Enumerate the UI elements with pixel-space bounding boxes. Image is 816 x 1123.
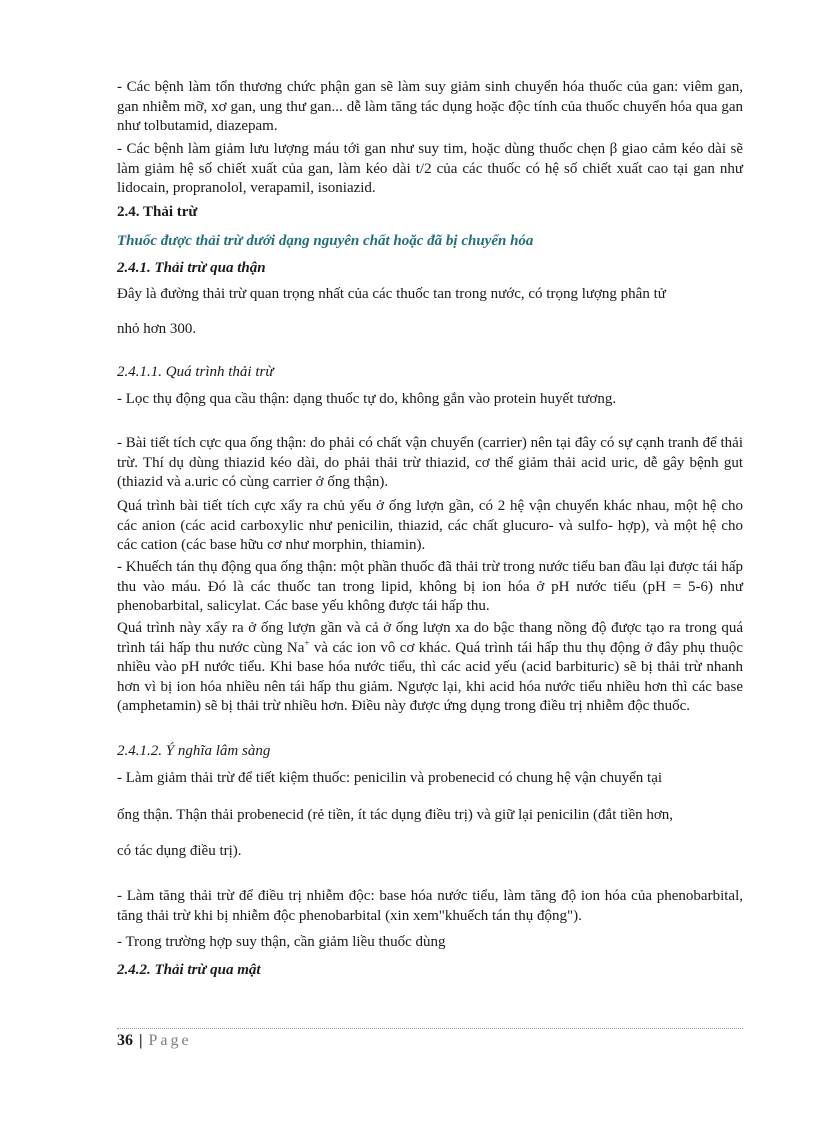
paragraph-blood-flow: - Các bệnh làm giảm lưu lượng máu tới gan như suy tim, hoặc dùng thuốc chẹn β giao cảm kéo dài sẽ làm giảm hệ số chiết xuất của gan, làm kéo dài t/2 của các thuốc có hệ số chiết xuất cao tại gan như lidocain, propranolol, verapamil, isoniazid. xyxy=(117,141,743,196)
subheading-2-4: Thuốc được thải trừ dưới dạng nguyên chất hoặc đã bị chuyển hóa xyxy=(117,233,534,249)
paragraph-kidney-line1: Đây là đường thải trừ quan trọng nhất của các thuốc tan trong nước, có trọng lượng phân tử xyxy=(117,286,666,302)
footer-divider xyxy=(117,1028,743,1029)
paragraph-active-secretion: - Bài tiết tích cực qua ống thận: do phải có chất vận chuyển (carrier) nên tại đây có sự cạnh tranh để thải trừ. Thí dụ dùng thiazid kéo dài, do phải thải trừ thiazid, cơ thể giảm thải acid uric, dễ gây bệnh gut (thiazid và a.uric có cùng carrier ở ống thận). xyxy=(117,435,743,490)
heading-2-4-1-1: 2.4.1.1. Quá trình thải trừ xyxy=(117,364,274,380)
paragraph-clinical-line2: ống thận. Thận thải probenecid (rẻ tiền, ít tác dụng điều trị) và giữ lại penicilin (đắt tiền hơn, xyxy=(117,807,674,823)
footer-separator: | xyxy=(139,1032,143,1049)
paragraph-renal-failure: - Trong trường hợp suy thận, cần giảm liều thuốc dùng xyxy=(117,934,446,950)
paragraph-increase-elimination: - Làm tăng thải trừ để điều trị nhiễm độc: base hóa nước tiểu, làm tăng độ ion hóa của phenobarbital, tăng thải trừ khi bị nhiễm độc phenobarbital (xin xem"khuếch tán thụ động"). xyxy=(117,888,743,924)
paragraph-reabsorption xyxy=(117,619,743,717)
heading-2-4-1: 2.4.1. Thải trừ qua thận xyxy=(117,260,266,276)
heading-2-4-2: 2.4.2. Thải trừ qua mật xyxy=(117,962,261,978)
heading-2-4-1-2: 2.4.1.2. Ý nghĩa lâm sàng xyxy=(117,743,271,759)
page-footer xyxy=(117,1032,192,1050)
sodium-superscript: + xyxy=(304,637,310,648)
reabsorption-text-a: Quá trình này xẩy ra ở ống lượn gần và cả ở ống lượn xa do bậc thang nồng độ được tạo ra trong quá trình tái hấp thu nước cùng Na xyxy=(117,620,743,656)
paragraph-proximal-tubule: Quá trình bài tiết tích cực xẩy ra chủ yếu ở ống lượn gần, có 2 hệ vận chuyển khác nhau, một hệ cho các anion (các acid carboxylic như penicilin, thiazid, các chất glucuro- và sulfo- hợp), và một hệ cho các cation (các base hữu cơ như morphin, thiamin). xyxy=(117,498,743,553)
paragraph-glomerular-filtration: - Lọc thụ động qua cầu thận: dạng thuốc tự do, không gắn vào protein huyết tương. xyxy=(117,391,617,407)
paragraph-kidney-line2: nhỏ hơn 300. xyxy=(117,321,197,337)
paragraph-liver-disease: - Các bệnh làm tổn thương chức phận gan sẽ làm suy giảm sinh chuyển hóa thuốc của gan: viêm gan, gan nhiễm mỡ, xơ gan, ung thư gan... dễ làm tăng tác dụng hoặc độc tính của thuốc chuyển hóa qua gan như tolbutamid, diazepam. xyxy=(117,79,743,134)
reabsorption-text-b: và các ion vô cơ khác. Quá trình tái hấp thu thụ động ở đây phụ thuộc nhiều vào pH nước tiểu. Khi base hóa nước tiểu, thì các acid yếu (acid barbituric) sẽ bị thải trừ nhanh hơn vì bị ion hóa nhiều nên tái hấp thu giảm. Ngược lại, khi acid hóa nước tiểu nhiều hơn thì các base (amphetamin) sẽ bị thải trừ nhiều hơn. Điều này được ứng dụng trong điều trị nhiễm độc thuốc. xyxy=(117,639,743,714)
paragraph-clinical-line1: - Làm giảm thải trừ để tiết kiệm thuốc: penicilin và probenecid có chung hệ vận chuyển tại xyxy=(117,770,663,786)
page-label: Page xyxy=(148,1032,192,1049)
page-number: 36 xyxy=(117,1032,133,1049)
paragraph-clinical-line3: có tác dụng điều trị). xyxy=(117,843,242,859)
heading-2-4: 2.4. Thải trừ xyxy=(117,204,198,220)
paragraph-passive-diffusion: - Khuếch tán thụ động qua ống thận: một phần thuốc đã thải trừ trong nước tiểu ban đầu lại được tái hấp thu vào máu. Đó là các thuốc tan trong lipid, không bị ion hóa ở pH nước tiểu (pH = 5-6) như phenobarbital, salicylat. Các base yếu không được tái hấp thu. xyxy=(117,559,743,614)
